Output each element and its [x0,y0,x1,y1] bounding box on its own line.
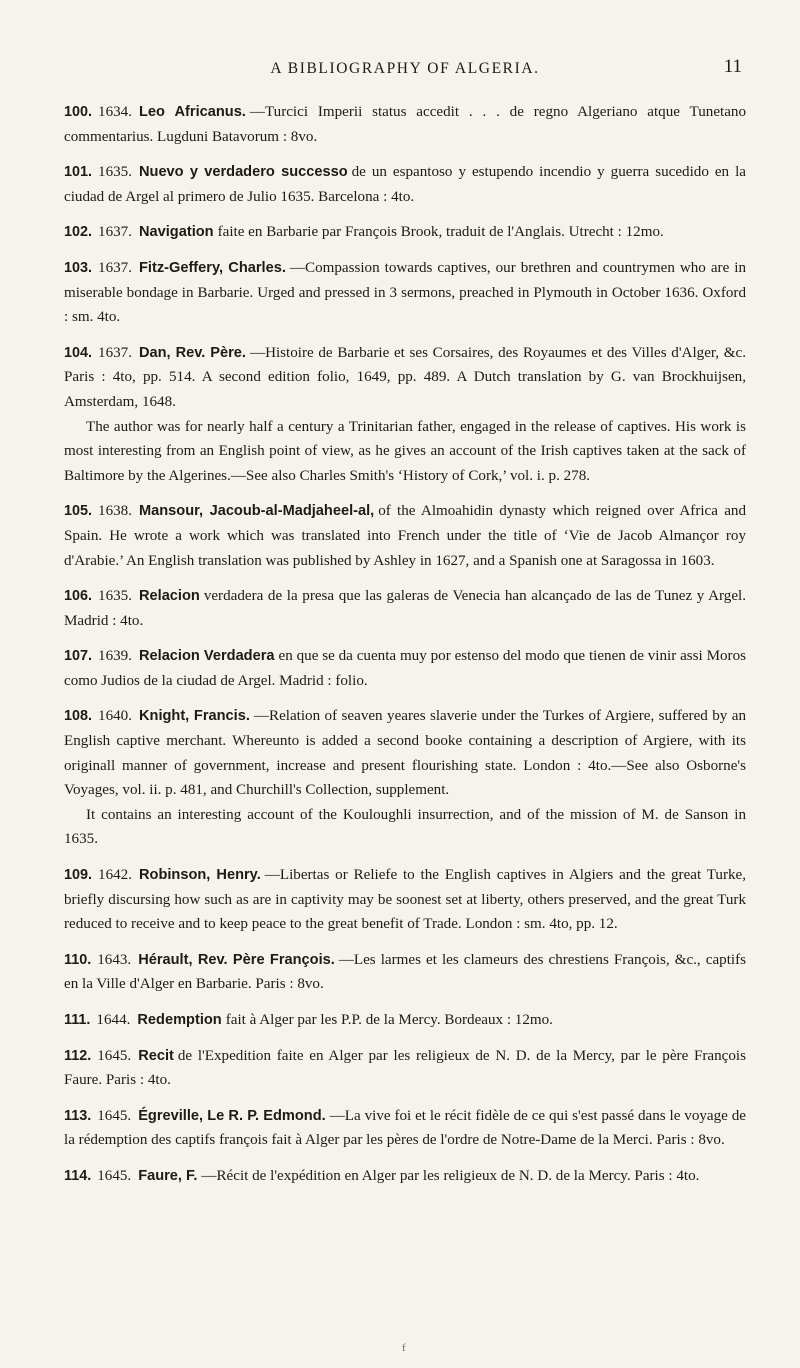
entry-number: 114. [64,1167,92,1184]
entry-heading: Nuevo y verdadero successo [138,164,348,181]
entry-number: 101. [64,164,93,181]
entry-description: faite en Barbarie par François Brook, traduit de l'Anglais. Utrecht : 12mo. [217,224,664,241]
entry-number: 106. [64,588,93,605]
entry-number: 110. [64,951,92,968]
entry-year: 1634. [98,104,132,120]
entry-number: 102. [64,224,93,241]
entry-year: 1635. [98,588,132,605]
entry-year: 1635. [98,164,132,181]
entry-year: 1642. [98,867,132,884]
entry-year: 1640. [98,708,132,725]
bibliography-entry [64,704,746,852]
entry-text [64,1044,746,1093]
entry-note: It contains an interesting account of the Kouloughli insurrection, and of the mission of M. de Sanson in 1635. [64,806,746,848]
entry-text [64,100,746,149]
bibliography-entry [64,499,746,573]
entry-text [64,1104,746,1153]
bibliography-entry [64,1164,746,1189]
bibliography-entry [64,160,746,209]
entry-number: 108. [64,708,93,725]
entry-number: 109. [64,867,93,884]
entry-year: 1637. [98,259,132,276]
footer-mark: f [402,1342,406,1354]
entry-year: 1644. [96,1012,131,1028]
bibliography-entry [64,1044,746,1093]
entry-description: —Récit de l'expédition en Alger par les religieux de N. D. de la Mercy. Paris : 4to. [201,1167,700,1184]
entry-description: fait à Alger par les P.P. de la Mercy. Bordeaux : 12mo. [225,1012,553,1028]
entry-year: 1639. [98,648,132,665]
entry-text [64,704,746,802]
bibliography-entry [64,584,746,633]
entry-heading: Dan, Rev. Père. [138,344,246,361]
entry-text [64,256,746,330]
entry-description: —Histoire de Barbarie et ses Corsaires, des Royaumes et des Villes d'Alger, &c. Paris : 4to, pp. 514. A second edition folio, 1649, pp. 489. A Dutch translation by G. van Brockhuijsen, Amsterdam, 1648. [64,344,746,410]
entry-year: 1645. [97,1047,132,1064]
bibliography-entry [64,644,746,693]
entry-heading: Mansour, Jacoub-al-Madjaheel-al, [138,503,375,520]
entry-number: 111. [64,1012,91,1028]
entry-heading: Redemption [137,1012,222,1028]
entry-description: de l'Expedition faite en Alger par les religieux de N. D. de la Mercy, par le père François Faure. Paris : 4to. [64,1047,746,1089]
entry-heading: Relacion Verdadera [138,648,275,665]
entry-description: —Turcici Imperii status accedit . . . de regno Algeriano atque Tunetano commentarius. Lugduni Batavorum : 8vo. [64,104,746,145]
entry-description: —La vive foi et le récit fidèle de ce qui s'est passé dans le voyage de la rédemption des captifs françois fait à Alger par les pères de l'ordre de Notre-Dame de la Merci. Paris : 8vo. [64,1107,746,1149]
entry-description: —Libertas or Reliefe to the English captives in Algiers and the great Turke, briefly discursing how such as are in captivity may be soonest set at liberty, others preserved, and the great Turk reduced to receive and to keep peace to the great benefit of Trade. London : sm. 4to, pp. 12. [64,867,746,933]
bibliography-entry [64,1008,746,1033]
entry-year: 1643. [97,951,132,968]
entry-description: —Relation of seaven yeares slaverie under the Turkes of Argiere, suffered by an English captive merchant. Whereunto is added a second booke containing a description of Argiere, with its originall manner of government, increase and present flourishing state. London : 4to.—See also Osborne's Voyages, vol. ii. p. 481, and Churchill's Collection, supplement. [64,708,746,799]
entry-text [64,1164,746,1189]
entry-year: 1637. [98,224,132,241]
entry-text [64,220,746,245]
entry-text [64,644,746,693]
entry-heading: Fitz-Geffery, Charles. [138,259,286,276]
bibliography-entry [64,341,746,489]
entry-text [64,1008,746,1033]
entry-description: of the Almoahidin dynasty which reigned over Africa and Spain. He wrote a work which was translated into French under the title of ‘Vie de Jacob Almançor roy d'Arabie.’ An English translation was published by Ashley in 1627, and a Spanish one at Saragossa in 1603. [64,503,746,569]
entry-heading: Navigation [138,224,214,241]
entry-text [64,499,746,573]
entry-text [64,341,746,415]
entry-description: en que se da cuenta muy por estenso del modo que tienen de vinir assi Moros como Judios de la ciudad de Argel. Madrid : folio. [64,648,746,689]
bibliography-entry [64,220,746,245]
entry-number: 104. [64,344,93,361]
entry-number: 107. [64,648,93,665]
entry-heading: Robinson, Henry. [138,867,261,884]
bibliography-entry [64,863,746,937]
bibliography-entries [64,100,746,1189]
entry-note: The author was for nearly half a century a Trinitarian father, engaged in the release of captives. His work is most interesting from an English point of view, as he gives an account of the Irish captives taken at the sack of Baltimore by the Algerines.—See also Charles Smith's ‘History of Cork,’ vol. i. p. 278. [64,418,746,484]
entry-year: 1645. [97,1167,132,1184]
entry-heading: Recit [138,1047,174,1064]
entry-year: 1645. [97,1107,132,1124]
entry-text [64,948,746,997]
bibliography-entry [64,100,746,149]
entry-heading: Faure, F. [138,1167,198,1184]
bibliography-entry [64,948,746,997]
entry-year: 1637. [98,344,132,361]
entry-heading: Hérault, Rev. Père François. [138,951,335,968]
entry-description: verdadera de la presa que las galeras de Venecia han alcançado de las de Tunez y Argel. Madrid : 4to. [64,588,746,629]
entry-heading: Relacion [138,588,200,605]
entry-text [64,584,746,633]
entry-number: 105. [64,503,93,520]
entry-text [64,160,746,209]
entry-number: 100. [64,104,93,120]
entry-year: 1638. [98,503,132,520]
running-title: A BIBLIOGRAPHY OF ALGERIA. [270,60,540,77]
entry-description: —Compassion towards captives, our brethren and countrymen who are in miserable bondage in Barbarie. Urged and pressed in 3 sermons, preached in Plymouth in October 1636. Oxford : sm. 4to. [64,259,747,326]
entry-description: de un espantoso y estupendo incendio y guerra sucedido en la ciudad de Argel al primero de Julio 1635. Barcelona : 4to. [64,164,746,205]
bibliography-entry [64,1104,746,1153]
bibliography-entry [64,256,746,330]
entry-text [64,863,746,937]
entry-heading: Égreville, Le R. P. Edmond. [138,1107,326,1124]
entry-heading: Knight, Francis. [138,708,250,725]
entry-number: 112. [64,1047,92,1064]
entry-description: —Les larmes et les clameurs des chrestiens François, &c., captifs en la Ville d'Alger en Barbarie. Paris : 8vo. [64,951,746,993]
page-number: 11 [723,56,742,77]
entry-number: 103. [64,259,93,276]
running-head [64,50,746,80]
entry-heading: Leo Africanus. [138,104,246,120]
entry-number: 113. [64,1107,92,1124]
